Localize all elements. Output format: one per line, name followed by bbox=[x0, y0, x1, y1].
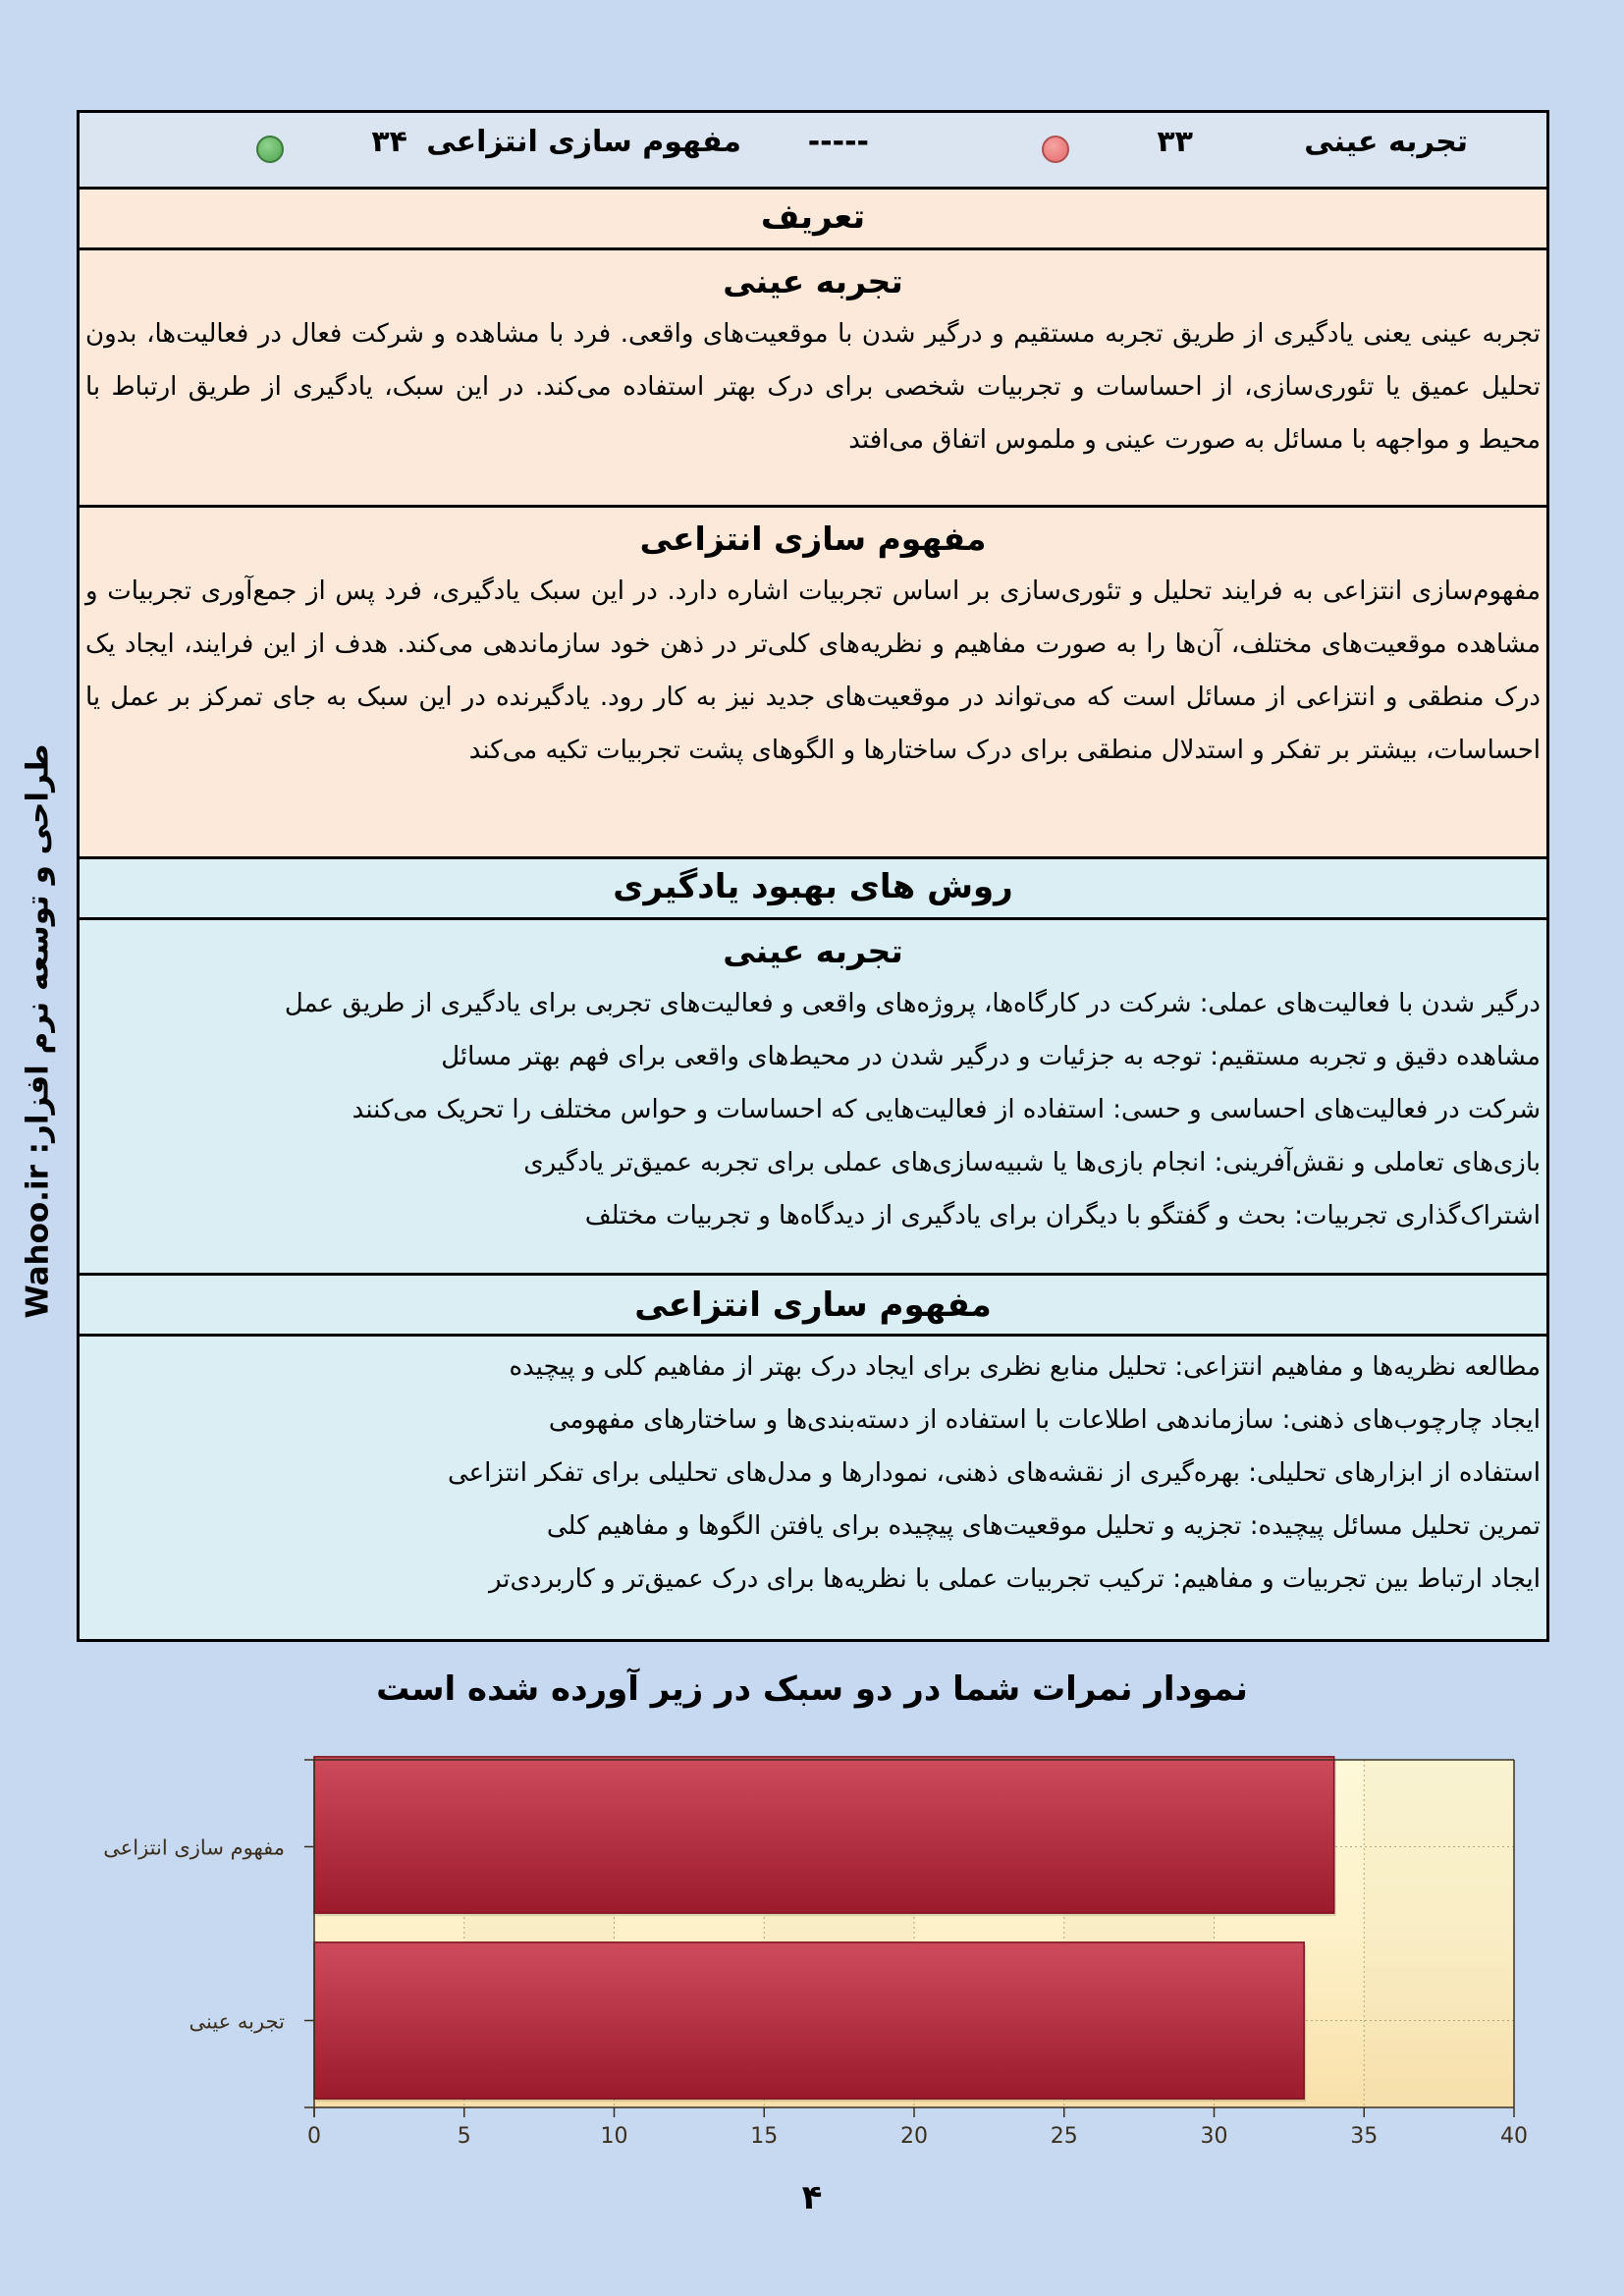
score-summary-row bbox=[80, 113, 1546, 190]
list-item: ایجاد چارچوب‌های ذهنی: سازماندهی اطلاعات با استفاده از دسته‌بندی‌ها و ساختارهای مفهومی bbox=[548, 1405, 1541, 1435]
definition-abstract bbox=[80, 508, 1546, 859]
x-tick-label: 5 bbox=[457, 2124, 471, 2149]
x-tick-label: 35 bbox=[1350, 2124, 1379, 2149]
page-number: ۴ bbox=[801, 2178, 823, 2217]
definition-heading: تعریف bbox=[760, 197, 866, 237]
x-tick-label: 30 bbox=[1200, 2124, 1228, 2149]
score-value-concrete: ۳۳ bbox=[1157, 125, 1193, 159]
score-separator: ----- bbox=[807, 125, 869, 159]
definition-abstract-title: مفهوم سازی انتزاعی bbox=[639, 519, 987, 558]
improvement-abstract-heading-row bbox=[80, 1276, 1546, 1337]
list-item: ایجاد ارتباط بین تجربیات و مفاهیم: ترکیب تجربیات عملی با نظریه‌ها برای درک عمیق‌تر و کاربردی‌تر bbox=[488, 1564, 1541, 1594]
list-item: درگیر شدن با فعالیت‌های عملی: شرکت در کارگاه‌ها، پروژه‌های واقعی و فعالیت‌های تجربی برای یادگیری از طریق عمل bbox=[284, 989, 1541, 1018]
improvement-abstract bbox=[80, 1337, 1546, 1639]
list-item: مشاهده دقیق و تجربه مستقیم: توجه به جزئیات و درگیر شدن در محیط‌های واقعی برای فهم بهتر مسائل bbox=[441, 1042, 1541, 1071]
report-sheet bbox=[77, 110, 1549, 1642]
list-item: بازی‌های تعاملی و نقش‌آفرینی: انجام بازی‌ها یا شبیه‌سازی‌های عملی برای تجربه عمیق‌تر یادگیری bbox=[523, 1148, 1541, 1177]
improvement-heading-row bbox=[80, 859, 1546, 920]
grid-band bbox=[1364, 1760, 1514, 2107]
list-item: مطالعه نظریه‌ها و مفاهیم انتزاعی: تحلیل منابع نظری برای ایجاد درک بهتر از مفاهیم کلی و پیچیده bbox=[509, 1352, 1541, 1382]
score-bar-chart bbox=[0, 1728, 1624, 2180]
x-tick-label: 20 bbox=[900, 2124, 928, 2149]
chart-caption: نمودار نمرات شما در دو سبک در زیر آورده شده است bbox=[376, 1669, 1248, 1709]
score-label-concrete: تجربه عینی bbox=[1304, 125, 1468, 159]
improvement-abstract-title: مفهوم ساری انتزاعی bbox=[634, 1285, 992, 1325]
status-dot-green-icon bbox=[256, 136, 284, 163]
side-credit bbox=[8, 743, 67, 1319]
x-tick-label: 15 bbox=[750, 2124, 779, 2149]
definition-concrete-text: تجربه عینی یعنی یادگیری از طریق تجربه مستقیم و درگیر شدن با موقعیت‌های واقعی. فرد با مشاهده و شرکت فعال در فعالیت‌ها، بدون تحلیل عمیق یا تئوری‌سازی، از احساسات و تجربیات شخصی برای درک بهتر استفاده می‌کند. در این سبک، یادگیری از طریق ارتباط با محیط و مواجهه با مسائل به صورت عینی و ملموس اتفاق می‌افتد bbox=[85, 319, 1541, 455]
list-item: استفاده از ابزارهای تحلیلی: بهره‌گیری از نقشه‌های ذهنی، نمودارها و مدل‌های تحلیلی برای تفکر انتزاعی bbox=[447, 1458, 1541, 1488]
improvement-concrete bbox=[80, 920, 1546, 1276]
definition-concrete bbox=[80, 250, 1546, 508]
bar-concrete bbox=[314, 1942, 1304, 2099]
improvement-heading: روش های بهبود یادگیری bbox=[613, 867, 1013, 906]
improvement-concrete-list bbox=[80, 977, 1546, 1242]
x-tick-label: 0 bbox=[307, 2124, 321, 2149]
x-tick-label: 25 bbox=[1050, 2124, 1078, 2149]
definition-concrete-title: تجربه عینی bbox=[723, 262, 903, 301]
list-item: شرکت در فعالیت‌های احساسی و حسی: استفاده از فعالیت‌هایی که احساسات و حواس مختلف را تحریک می‌کنند bbox=[352, 1095, 1541, 1124]
bar-abstract bbox=[314, 1757, 1334, 1913]
improvement-abstract-list bbox=[80, 1340, 1546, 1606]
side-credit-text: طراحی و توسعه نرم افزار: Wahoo.ir bbox=[20, 743, 56, 1319]
status-dot-red-icon bbox=[1042, 136, 1069, 163]
x-tick-label: 40 bbox=[1500, 2124, 1528, 2149]
x-tick-label: 10 bbox=[600, 2124, 628, 2149]
list-item: اشتراک‌گذاری تجربیات: بحث و گفتگو با دیگران برای یادگیری از دیدگاه‌ها و تجربیات مختلف bbox=[584, 1201, 1541, 1230]
improvement-concrete-title: تجربه عینی bbox=[723, 932, 903, 970]
y-tick-label: تجربه عینی bbox=[189, 2009, 285, 2034]
score-label-abstract: مفهوم سازی انتزاعی bbox=[426, 125, 741, 159]
y-tick-label: مفهوم سازی انتزاعی bbox=[103, 1835, 285, 1860]
definition-heading-row bbox=[80, 190, 1546, 250]
score-value-abstract: ۳۴ bbox=[371, 125, 407, 159]
list-item: تمرین تحلیل مسائل پیچیده: تجزیه و تحلیل موقعیت‌های پیچیده برای یافتن الگوها و مفاهیم کلی bbox=[546, 1511, 1541, 1541]
definition-abstract-text: مفهوم‌سازی انتزاعی به فرایند تحلیل و تئوری‌سازی بر اساس تجربیات اشاره دارد. در این سبک یادگیری، فرد پس از جمع‌آوری تجربیات و مشاهده موقعیت‌های مختلف، آن‌ها را به صورت مفاهیم و نظریه‌های کلی‌تر در ذهن خود سازماندهی می‌کند. هدف از این فرایند، ایجاد یک درک منطقی و انتزاعی از مسائل است که می‌تواند در موقعیت‌های جدید نیز به کار رود. یادگیرنده در این سبک به جای تمرکز بر عمل یا احساسات، بیشتر بر تفکر و استدلال منطقی برای درک ساختارها و الگوهای پشت تجربیات تکیه می‌کند bbox=[85, 576, 1541, 765]
